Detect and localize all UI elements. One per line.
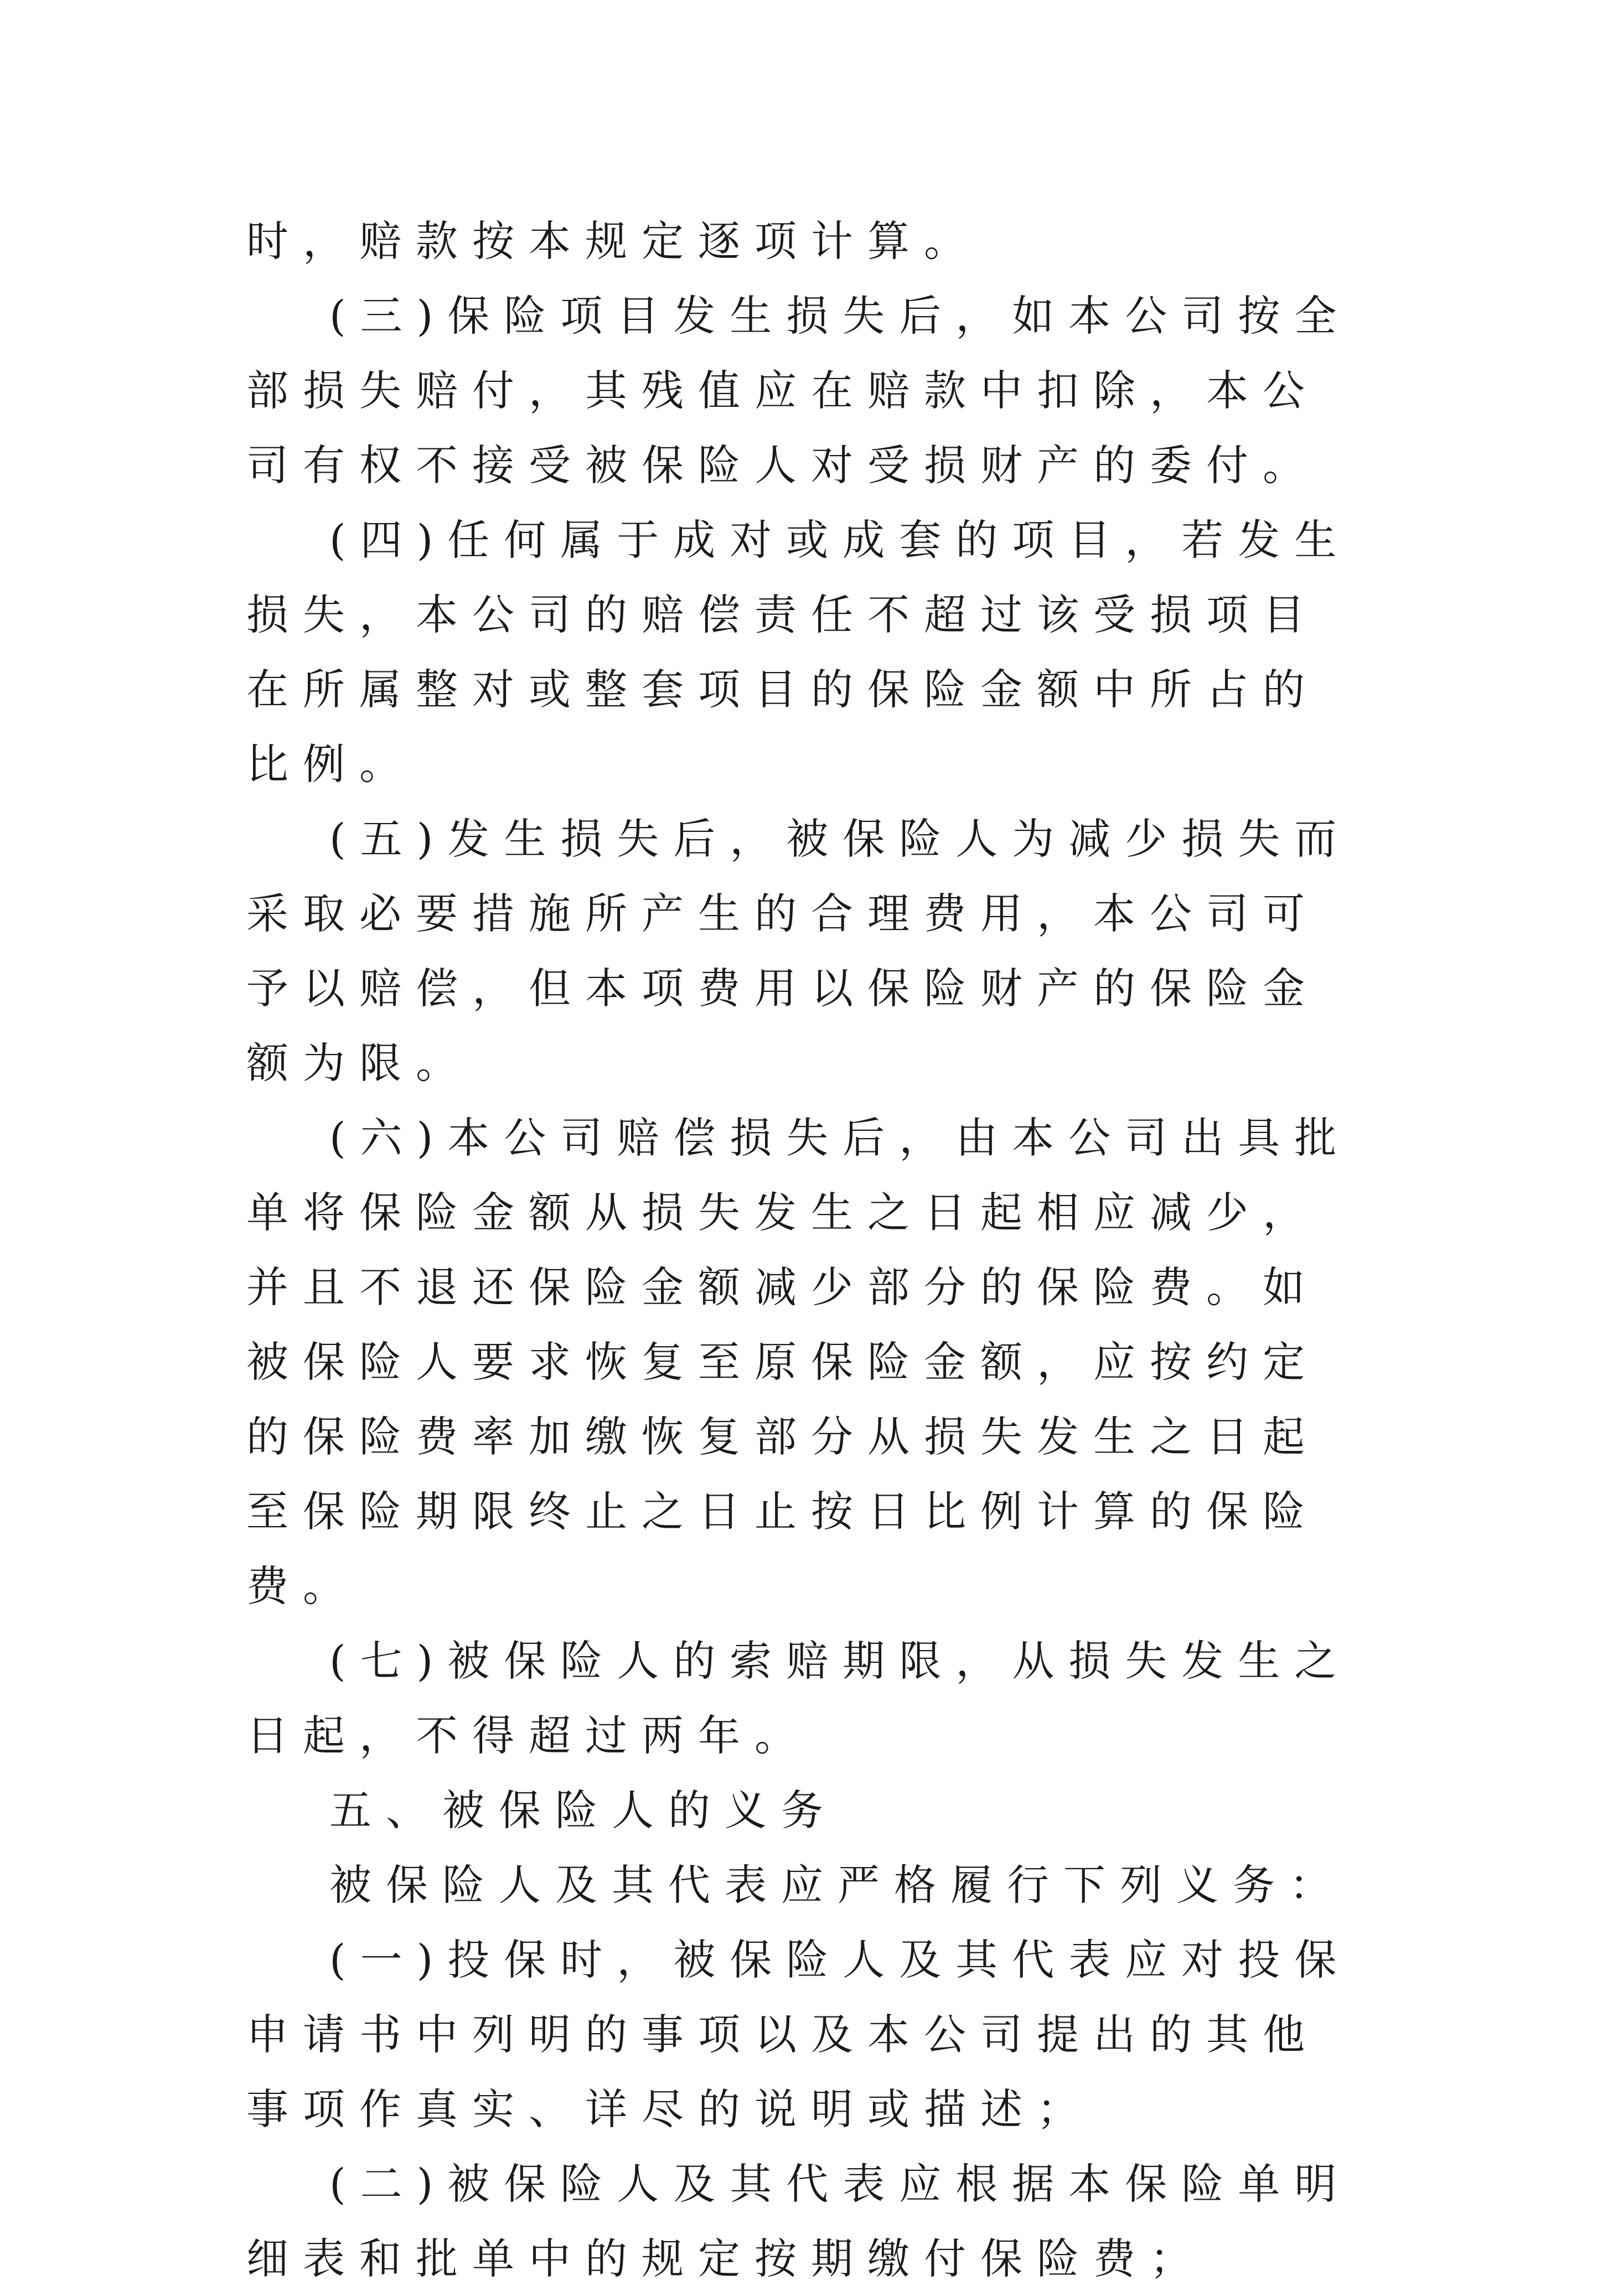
duty-1: (一)投保时，被保险人及其代表应对投保申请书中列明的事项以及本公司提出的其他事项作真实、详尽的说明或描述； xyxy=(246,1935,1351,2134)
document-body xyxy=(246,204,1370,2296)
duty-2: (二)被保险人及其代表应根据本保险单明细表和批单中的规定按期缴付保险费； xyxy=(246,2159,1351,2283)
clause-3: (三)保险项目发生损失后，如本公司按全部损失赔付，其残值应在赔款中扣除，本公司有权不接受被保险人对受损财产的委付。 xyxy=(246,291,1351,490)
paragraph-continuation: 时，赔款按本规定逐项计算。 xyxy=(246,216,980,266)
section-heading: 五、被保险人的义务 xyxy=(329,1786,838,1835)
clause-5: (五)发生损失后，被保险人为减少损失而采取必要措施所产生的合理费用，本公司可予以赔偿，但本项费用以保险财产的保险金额为限。 xyxy=(246,814,1351,1088)
clause-4: (四)任何属于成对或成套的项目，若发生损失，本公司的赔偿责任不超过该受损项目在所属整对或整套项目的保险金额中所占的比例。 xyxy=(246,515,1351,789)
clause-7: (七)被保险人的索赔期限，从损失发生之日起，不得超过两年。 xyxy=(246,1636,1351,1760)
section-intro: 被保险人及其代表应严格履行下列义务： xyxy=(329,1860,1346,1910)
clause-6: (六)本公司赔偿损失后，由本公司出具批单将保险金额从损失发生之日起相应减少，并且不退还保险金额减少部分的保险费。如被保险人要求恢复至原保险金额，应按约定的保险费率加缴恢复部分从损失发生之日起至保险期限终止之日止按日比例计算的保险费。 xyxy=(246,1113,1351,1611)
